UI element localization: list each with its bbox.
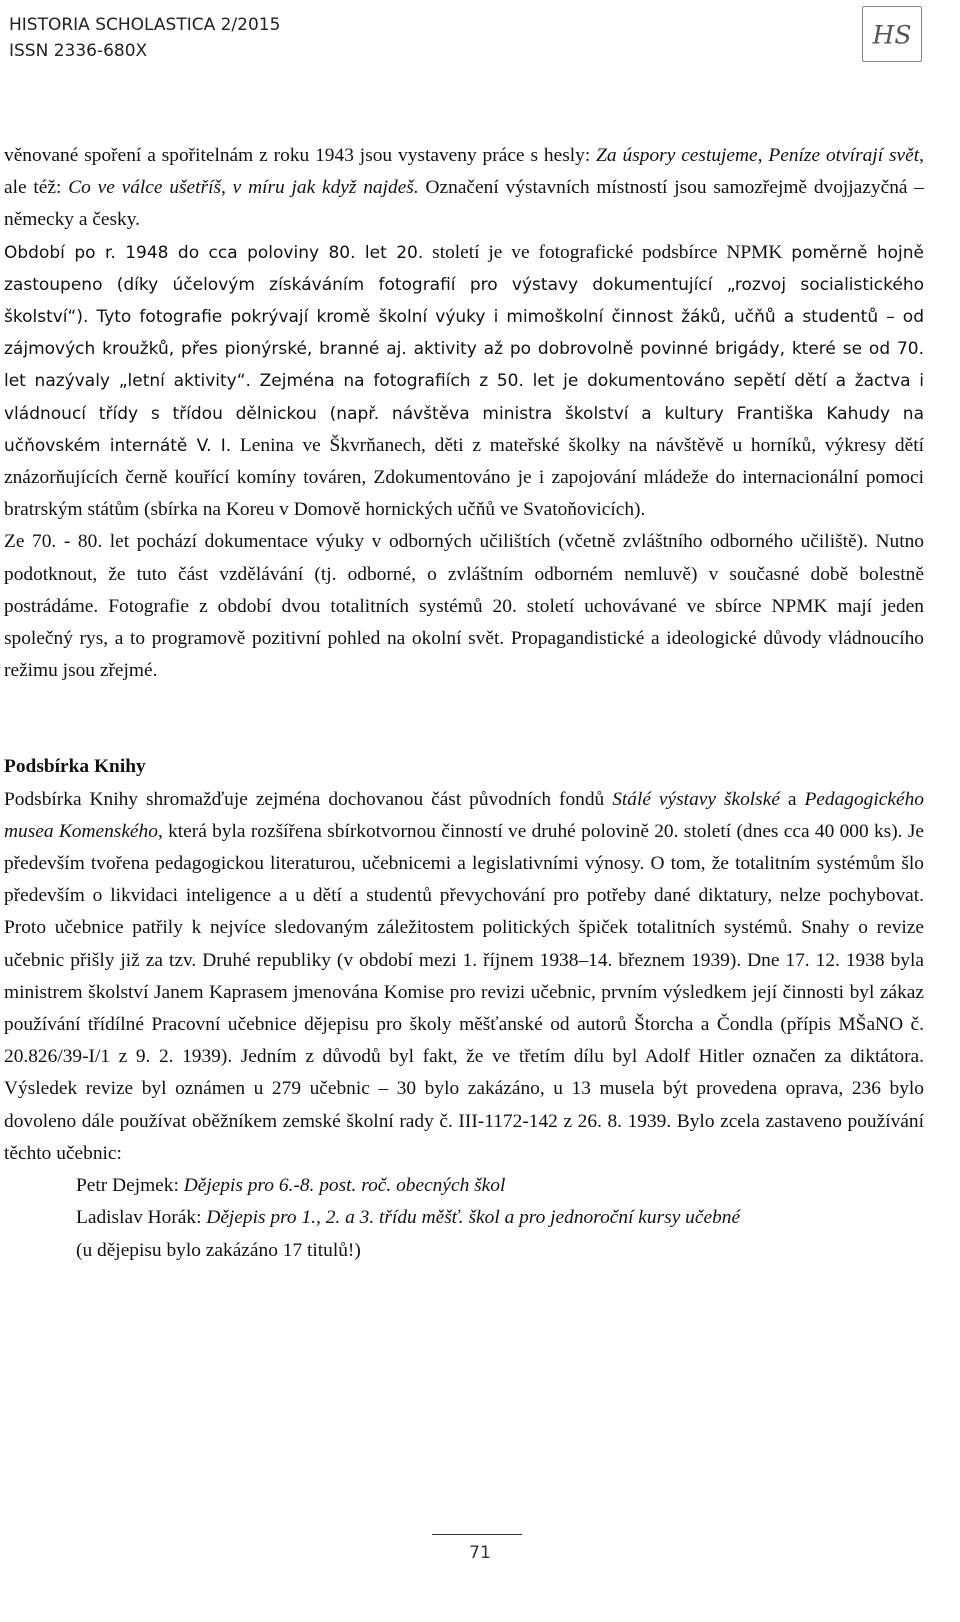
text-run: věnované spoření a spořitelnám z roku 1943 jsou vystaveny práce s hesly: xyxy=(4,145,597,166)
book-author: Petr Dejmek: xyxy=(76,1175,184,1197)
journal-title: HISTORIA SCHOLASTICA 2/2015 xyxy=(9,15,281,35)
article-body xyxy=(4,140,924,1267)
book-note: (u dějepisu bylo zakázáno 17 titulů!) xyxy=(76,1239,361,1261)
text-run: Označení xyxy=(418,177,506,199)
journal-logo-icon xyxy=(862,6,922,62)
issn: ISSN 2336-680X xyxy=(9,41,148,61)
paragraph-savings xyxy=(4,140,924,237)
section-heading: Podsbírka Knihy xyxy=(4,756,146,778)
text-run: Podsbírka Knihy shromažďuje zejména dochovanou část původních fondů xyxy=(4,788,613,810)
book-title: Dějepis pro 1., 2. a 3. třídu měšť. škol a pro jednoroční kursy učebné xyxy=(206,1207,741,1229)
italic-run: Pedagogického musea Komenského xyxy=(4,788,924,842)
running-header xyxy=(9,12,280,64)
book-entry xyxy=(4,1170,924,1202)
text-run: století je ve fotografické podsbírce NPMK xyxy=(423,241,792,263)
paragraph-books xyxy=(4,784,924,1170)
book-title: Dějepis pro 6.-8. post. roč. obecných škol xyxy=(183,1175,506,1197)
text-run: Období po r. 1948 do cca poloviny 80. let 20. xyxy=(4,242,424,263)
text-run: poměrně hojně zastoupeno (díky účelovým získáváním fotografií pro výstavy dokumentující „rozvoj socialistického školství“). Tyto fotografie pokrývají kromě školní výuky i mimoškolní činnost žáků, učňů a studentů – od zájmových kroužků, přes pionýrské, branné aj. aktivity až po dobrovolně povinné brigády, které se od 70. let nazývaly „letní aktivity“. Zejména na fotografiích z 50. let je dokumentováno sepětí dětí a žactva i vládnoucí třídy s třídou dělnickou (např. návštěva ministra školství a kultury Františka Kahudy na učňovském internátě V. I. xyxy=(4,242,925,456)
text-run: , která byla rozšířena sbírkotvornou činností ve druhé polovině 20. století (dnes cca 40 000 ks). Je především tvořena pedagogickou literaturou, učebnicemi a legislativními výnosy. O tom, že totalitním systémům šlo především o likvidaci inteligence a u dětí a studentů převychování pro potřeby dané diktatury, nelze pochybovat. Proto učebnice patřily k nejvíce sledovaným záležitostem politických špiček totalitních systémů. Snahy o revize učebnic přišly již za tzv. Druhé republiky (v období mezi 1. říjnem 1938–14. březnem 1939). Dne 17. 12. 1938 byla ministrem školství Janem Kaprasem jmenována Komise pro revizi učebnic, prvním výsledkem její činnosti byl zákaz používání třídílné Pracovní učebnice dějepisu pro školy měšťanské od autorů Štorcha a Čondla (přípis MŠaNO č. 20.826/39-I/1 z 9. 2. 1939). Jedním z důvodů byl fakt, že ve třetím dílu byl Adolf Hitler označen za diktátora. Výsledek revize byl oznámen u 279 učebnic – 30 bylo zakázáno, u 13 musela být provedena oprava, 236 bylo dovoleno dále používat oběžníkem zemské školní rady č. III-1172-142 z 26. 8. 1939. Bylo zcela zastaveno používání těchto učebnic: xyxy=(4,820,924,1164)
italic-run: Stálé výstavy školské xyxy=(612,788,780,810)
text-run: výstavních místností jsou samozřejmě dvojjazyčná – německy a česky. xyxy=(4,177,924,231)
logo-text: HS xyxy=(872,20,912,50)
page-number: 71 xyxy=(469,1543,491,1563)
text-run: Lenina ve Škvrňanech, děti z mateřské školky na návštěvě u horníků, výkresy dětí znázorňujících černě kouřící komíny továren, Zdokumentováno je i zapojování mládeže do internacionální pomoci bratrským státům (sbírka na Koreu v Domově hornických učňů ve Svatoňovicích). xyxy=(4,434,924,521)
paragraph-photographs xyxy=(4,237,924,527)
paragraph-vocational xyxy=(4,526,924,687)
book-author: Ladislav Horák: xyxy=(76,1207,207,1229)
book-entry xyxy=(4,1202,924,1234)
italic-run: Za úspory cestujeme, Peníze otvírají svět xyxy=(596,145,920,166)
text-run: a xyxy=(779,788,805,810)
text-run: Ze 70. - 80. let pochází dokumentace výuky v odborných učilištích (včetně zvláštního odborného učiliště). Nutno podotknout, že tuto část vzdělávání (tj. odborné, o zvláštním odborném nemluvě) v současné době bolestně postrádáme. Fotografie z období dvou totalitních systémů 20. století uchovávané ve sbírce NPMK mají jeden společný rys, a to programově pozitivní pohled na okolní svět. Propagandistické a ideologické důvody vládnoucího režimu jsou zřejmé. xyxy=(4,531,924,682)
footer-divider xyxy=(432,1534,522,1535)
text-run: , ale též: xyxy=(4,145,924,199)
italic-run: Co ve válce ušetříš, v míru jak když najdeš. xyxy=(68,177,419,199)
page-footer xyxy=(0,1534,960,1563)
